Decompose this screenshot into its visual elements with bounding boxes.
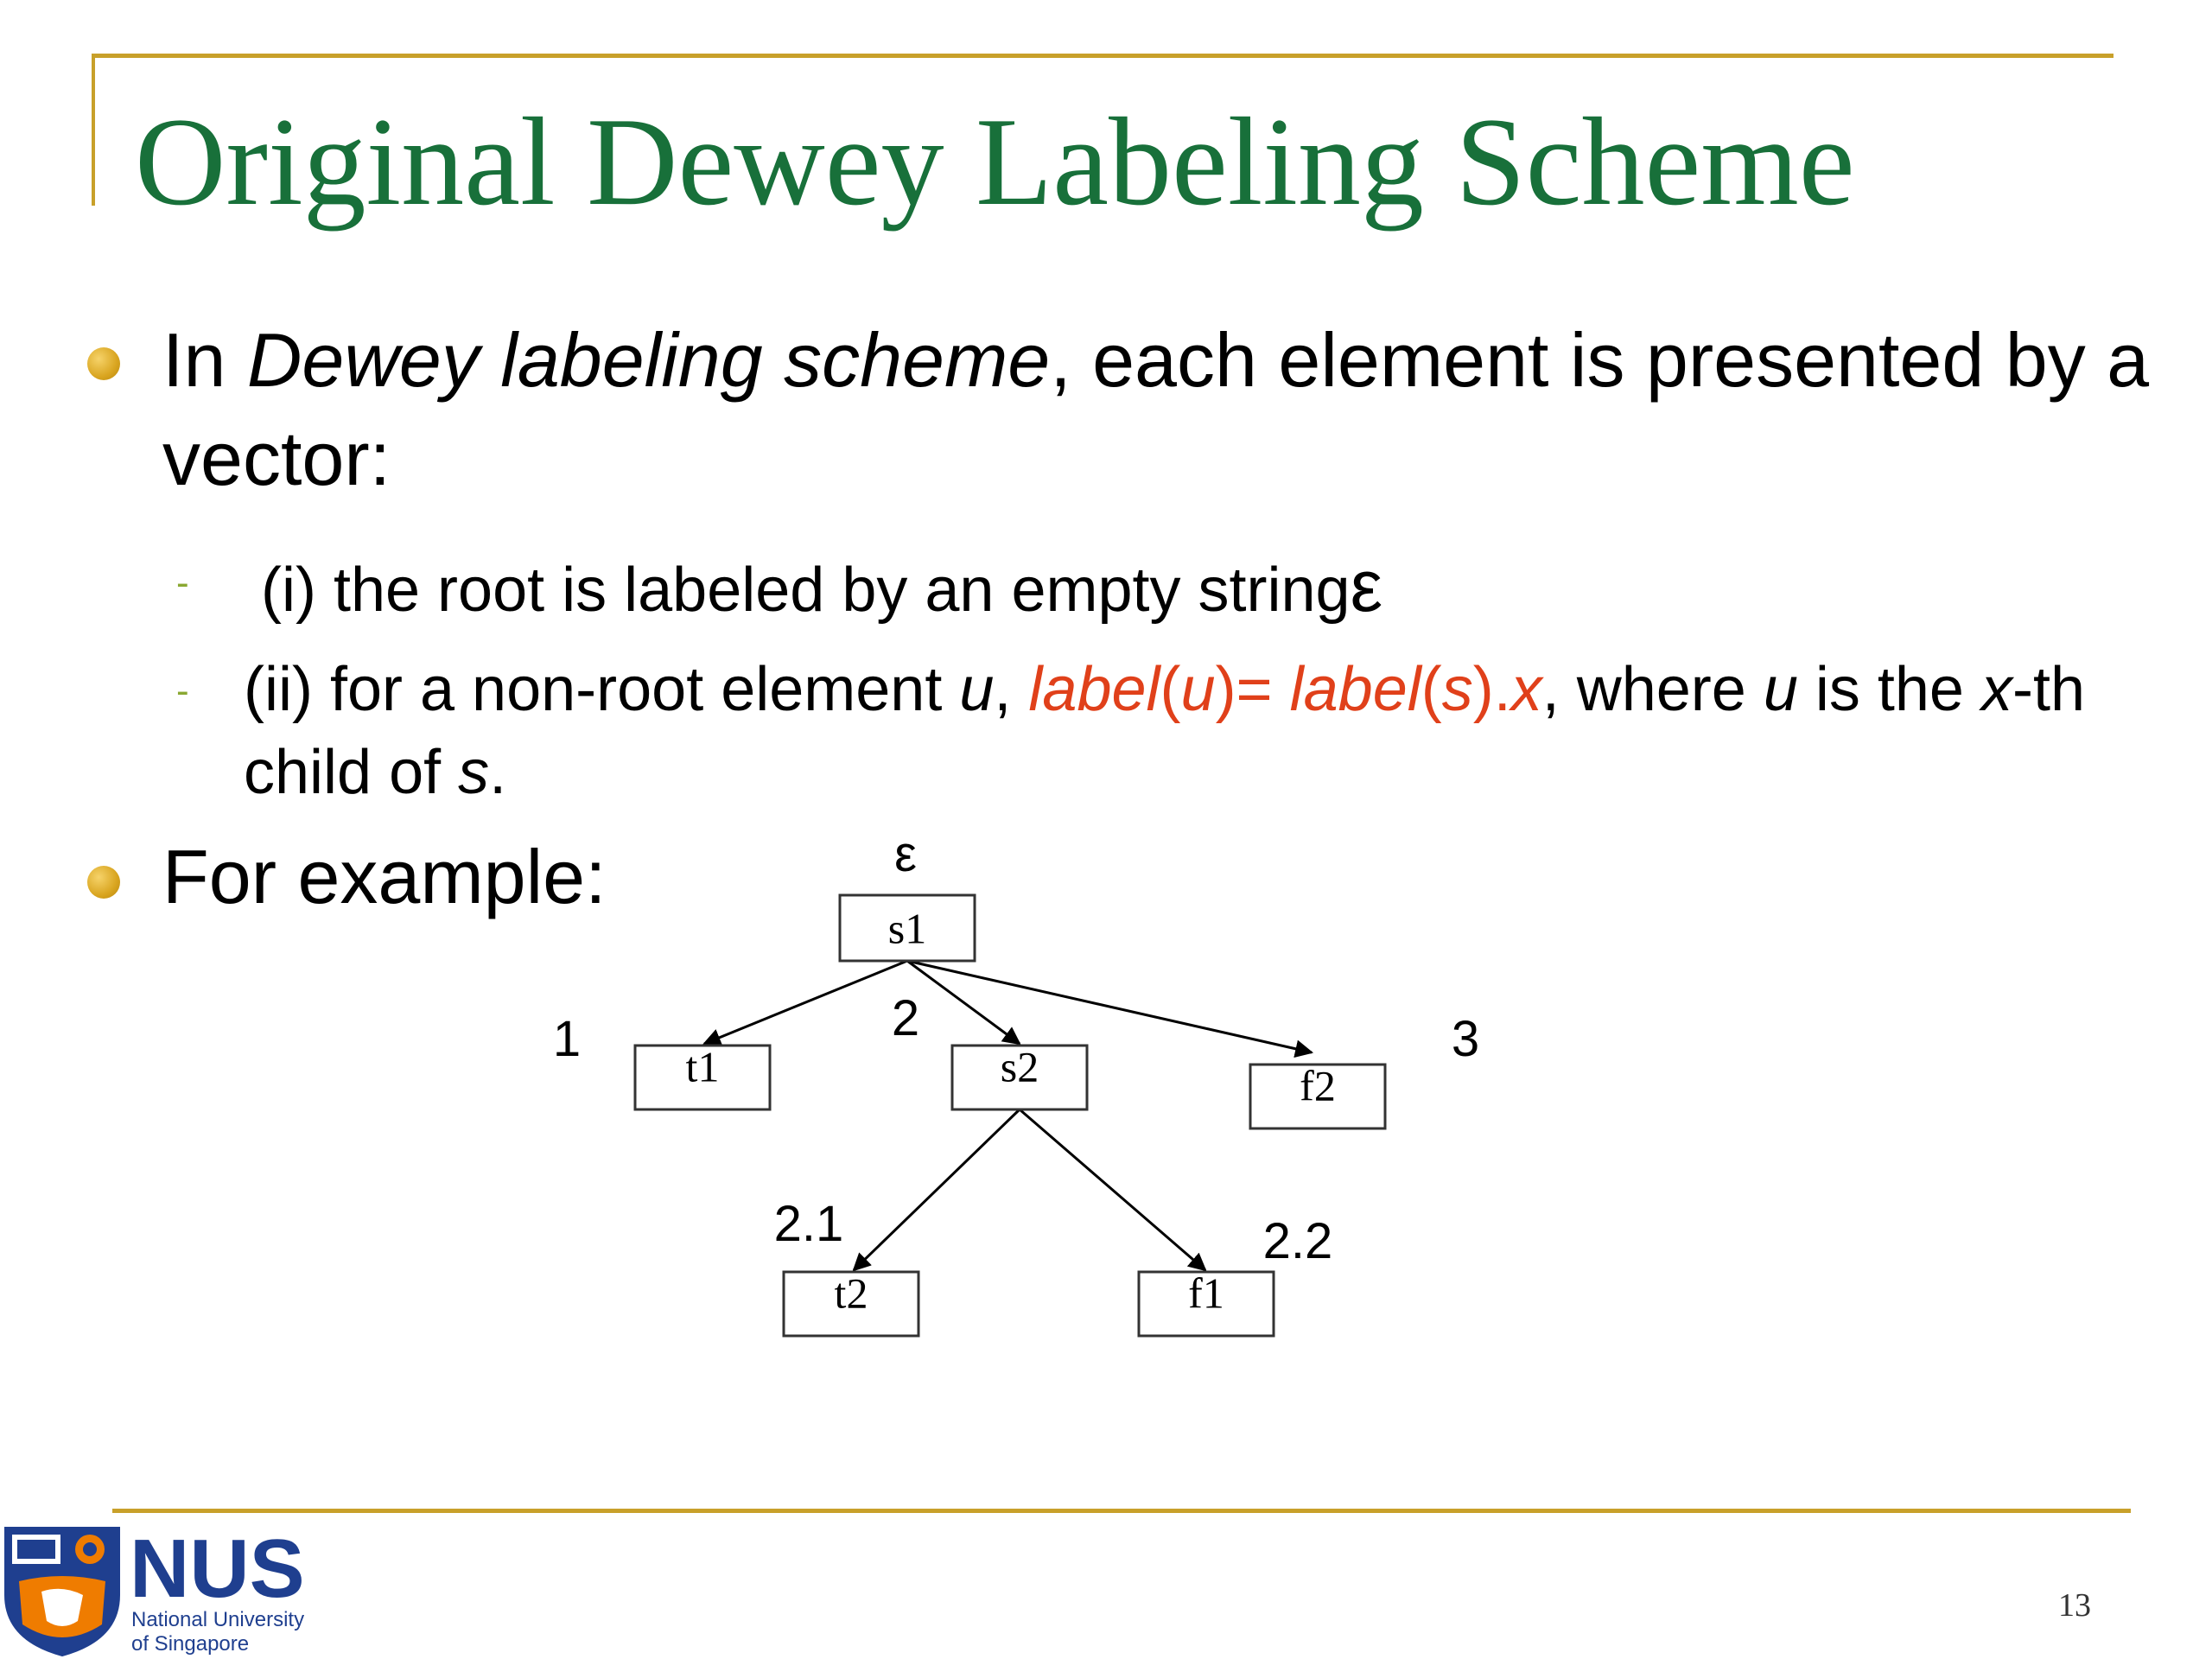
var-u: u [1763,655,1798,724]
node-s2-label: s2 [1000,1042,1039,1091]
node-t1-label: t1 [685,1042,720,1091]
sub-bullet-1-body: (i) the root is labeled by an empty string [261,556,1351,625]
text-run: , [994,655,1029,724]
label-f2: 3 [1451,1011,1480,1067]
var-u: u [1180,655,1216,724]
label-fn: label [1028,655,1160,724]
edge-s1-t1 [704,961,907,1044]
nus-crest-icon [5,1528,119,1656]
node-t2-label: t2 [834,1268,868,1318]
text-run: ). [1472,655,1511,724]
label-t1: 1 [552,1011,582,1067]
bullet-1-prefix: In [162,317,247,403]
bullet-1-suffix: , each element is presented by a vector: [162,317,2150,501]
text-run: , where [1541,655,1764,724]
logo-line-2: of Singapore [131,1632,250,1656]
page-number: 13 [2058,1587,2091,1624]
node-s1 [840,895,975,961]
bullet-1-term: Dewey labeling scheme [246,317,1051,403]
epsilon-symbol: ε [1350,545,1383,626]
label-f1: 2.2 [1262,1213,1333,1269]
var-x: x [1510,655,1542,724]
var-s: s [458,738,490,807]
node-f1-label: f1 [1188,1268,1224,1318]
slide-title: Original Dewey Labeling Scheme [135,92,1855,232]
dash-icon: - [176,562,189,604]
label-s2: 2 [891,990,920,1046]
node-s1-label: s1 [887,904,927,953]
var-s: s [1441,655,1473,724]
text-run: . [489,738,507,807]
text-run: ( [1160,655,1181,724]
node-t2 [784,1268,918,1336]
label-t2: 2.1 [773,1196,844,1252]
root-label-epsilon: ε [894,826,917,882]
node-s2 [952,1042,1087,1109]
text-run: is the [1797,655,1981,724]
label-fn: label [1289,655,1421,724]
node-f2-label: f2 [1300,1061,1336,1110]
logo-line-1: National University [131,1608,305,1631]
text-run: ( [1421,655,1442,724]
var-u: u [959,655,995,724]
logo-acronym: NUS [130,1522,305,1615]
node-f2 [1250,1061,1385,1128]
edge-s2-t2 [854,1109,1020,1270]
edge-s2-f1 [1020,1109,1205,1270]
text-run: (ii) for a non-root element [244,655,960,724]
node-t1 [635,1042,770,1109]
text-run: )= [1215,655,1290,724]
node-f1 [1139,1268,1274,1336]
var-x: x [1980,655,2012,724]
nus-logo [0,1521,328,1659]
bullet-2-text: For example: [162,834,607,919]
text-run: -th child of [244,655,2086,807]
dash-icon: - [176,670,189,712]
